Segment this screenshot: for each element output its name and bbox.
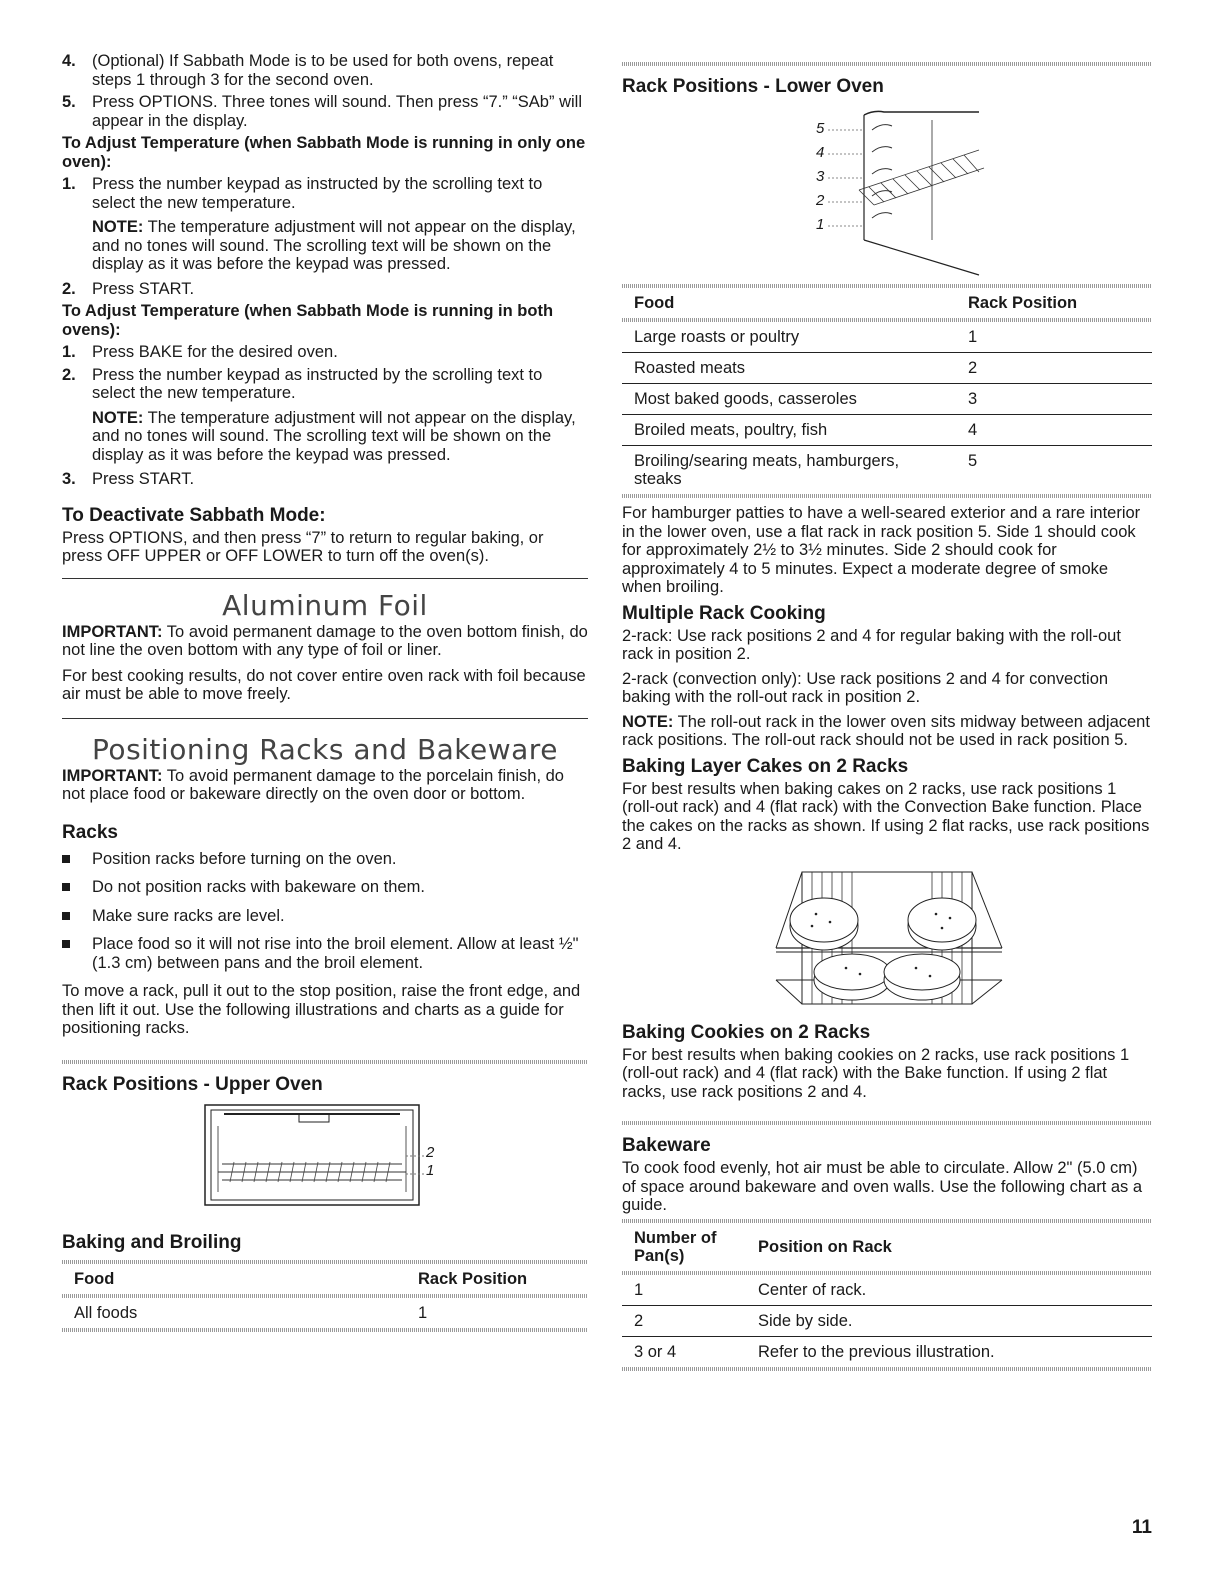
bullet-icon	[62, 912, 70, 920]
bakeware-table: Number of Pan(s) Position on Rack 1 Center of rack. 2 Side by side. 3 or 4 Refer to the previous illustration.	[622, 1223, 1152, 1367]
table-row: Broiling/searing meats, hamburgers, steaks 5	[634, 452, 978, 488]
list-item: 5. Press OPTIONS. Three tones will sound. Then press “7.” “SAb” will appear in the display.	[62, 93, 582, 130]
table-row: All foods 1	[74, 1303, 428, 1322]
bakeware-text: To cook food evenly, hot air must be able to circulate. Allow 2" (5.0 cm) of space around bakeware and oven walls. Use the following chart as a guide.	[622, 1159, 1143, 1214]
list-item: 1. Press BAKE for the desired oven.	[62, 343, 338, 361]
multiple-p2: 2-rack (convection only): Use rack positions 2 and 4 for convection baking with the roll-out rack in position 2.	[622, 669, 1109, 706]
divider	[62, 1328, 588, 1332]
table-row: Broiled meats, poultry, fish 4	[622, 415, 1152, 446]
lower-oven-table: Food Rack Position Large roasts or poultry 1 Roasted meats 2 Most baked goods, casseroles 3 Broiled meats, poultry, fish 4 Broiling/searing meats, hamburgers, steaks 5	[622, 288, 1152, 494]
rack-label: 2	[816, 192, 825, 209]
multiple-note: NOTE: The roll-out rack in the lower oven sits midway between adjacent rack positions. The roll-out rack should not be used in rack position 5.	[622, 712, 1150, 749]
rack-label: 4	[816, 144, 825, 161]
divider	[622, 62, 1152, 66]
racks-important: IMPORTANT: To avoid permanent damage to the porcelain finish, do not place food or bakeware directly on the oven door or bottom.	[62, 766, 564, 803]
list-item: 2. Press the number keypad as instructed by the scrolling text to select the new temperature. NOTE: The temperature adjustment will not appear on the display, and no tones will sound. The scrolling text will be shown on the display as it was before the keypad was pressed.	[62, 366, 588, 465]
upper-oven-illustration	[204, 1104, 434, 1216]
deactivate-heading: To Deactivate Sabbath Mode:	[62, 504, 326, 526]
positioning-racks-title: Positioning Racks and Bakeware	[92, 732, 558, 766]
steps-4-5	[62, 52, 588, 130]
table-row: Large roasts or poultry 1	[622, 322, 1152, 353]
upper-oven-heading: Rack Positions - Upper Oven	[62, 1073, 323, 1095]
rack-label: 1	[426, 1161, 435, 1179]
table-row: 2 Side by side.	[622, 1305, 1152, 1336]
hamburger-text: For hamburger patties to have a well-seared exterior and a rare interior in the lower oven, use a flat rack in rack position 5. Side 1 should cook for approximately 2½ to 3½ minutes. Side 2 should cook for approximately 4 to 5 minutes. Expect a moderate degree of smoke when broiling.	[622, 504, 1141, 596]
rack-label: 2	[426, 1143, 435, 1161]
lower-oven-heading: Rack Positions - Lower Oven	[622, 76, 884, 97]
racks-move-text: To move a rack, pull it out to the stop position, raise the front edge, and then lift it out. Use the following illustrations and charts as a guide for positioning racks.	[62, 982, 581, 1037]
list-item: Position racks before turning on the oven.	[62, 850, 588, 869]
rack-label: 1	[816, 216, 825, 233]
divider	[62, 578, 588, 579]
divider	[622, 1121, 1152, 1125]
rack-label: 3	[816, 168, 825, 185]
racks-heading: Racks	[62, 821, 118, 843]
cakes-on-racks-diagram	[772, 870, 1006, 1010]
adjust-one-heading: To Adjust Temperature (when Sabbath Mode is running in only one oven):	[62, 134, 586, 171]
bakeware-heading: Bakeware	[622, 1135, 711, 1156]
divider	[622, 494, 1152, 498]
list-item: Do not position racks with bakeware on them.	[62, 878, 588, 897]
left-column	[62, 52, 588, 1332]
layer-cakes-heading: Baking Layer Cakes on 2 Racks	[622, 755, 909, 777]
lower-oven-diagram	[814, 110, 994, 280]
table-row: Most baked goods, casseroles 3	[622, 384, 1152, 415]
aluminum-foil-title: Aluminum Foil	[222, 588, 428, 622]
table-row: 1 Center of rack.	[622, 1275, 1152, 1306]
lower-oven-illustration	[814, 110, 994, 280]
note: NOTE: The temperature adjustment will not appear on the display, and no tones will sound. The scrolling text will be shown on the display as it was before the keypad was pressed.	[92, 408, 576, 464]
rack-label: 5	[816, 120, 825, 137]
divider	[62, 718, 588, 719]
baking-broiling-heading: Baking and Broiling	[62, 1231, 242, 1253]
upper-oven-table: Food Rack Position All foods 1	[62, 1264, 588, 1328]
cookies-heading: Baking Cookies on 2 Racks	[622, 1021, 871, 1043]
adjust-both-heading: To Adjust Temperature (when Sabbath Mode is running in both ovens):	[62, 302, 554, 339]
divider	[62, 1060, 588, 1064]
list-item: 2. Press START.	[62, 279, 195, 298]
foil-text: For best cooking results, do not cover entire oven rack with foil because air must be able to move freely.	[62, 666, 586, 703]
list-item: 1. Press the number keypad as instructed by the scrolling text to select the new temperature. NOTE: The temperature adjustment will not appear on the display, and no tones will sound. The scrolling text will be shown on the display as it was before the keypad was pressed.	[62, 175, 588, 274]
list-item: Make sure racks are level.	[62, 907, 588, 926]
right-column	[622, 62, 1152, 1371]
deactivate-text: Press OPTIONS, and then press “7” to return to regular baking, or press OFF UPPER or OFF LOWER to turn off the oven(s).	[62, 528, 544, 565]
divider	[622, 1367, 1152, 1371]
bullet-icon	[62, 940, 70, 948]
upper-oven-diagram	[204, 1104, 434, 1216]
multiple-rack-heading: Multiple Rack Cooking	[622, 602, 826, 624]
note: NOTE: The temperature adjustment will not appear on the display, and no tones will sound. The scrolling text will be shown on the display as it was before the keypad was pressed.	[92, 218, 576, 273]
page-number: 11	[1131, 1517, 1152, 1538]
bullet-icon	[62, 855, 70, 863]
layer-cakes-text: For best results when baking cakes on 2 racks, use rack positions 1 (roll-out rack) and 4 (flat rack) with the Convection Bake function. Place the cakes on the racks as shown. If using 2 flat racks, use rack positions 2 and 4.	[622, 779, 1150, 853]
foil-important: IMPORTANT: To avoid permanent damage to the oven bottom finish, do not line the oven bottom with any type of foil or liner.	[62, 622, 588, 659]
cakes-illustration	[772, 870, 1006, 1010]
table-row: Roasted meats 2	[622, 353, 1152, 384]
list-item: 4. (Optional) If Sabbath Mode is to be used for both ovens, repeat steps 1 through 3 for the second oven.	[62, 52, 554, 89]
multiple-p1: 2-rack: Use rack positions 2 and 4 for regular baking with the roll-out rack in position 2.	[622, 626, 1121, 663]
table-row: 3 or 4 Refer to the previous illustration.	[634, 1342, 995, 1361]
list-item: 3. Press START.	[62, 470, 195, 488]
list-item: Place food so it will not rise into the broil element. Allow at least ½" (1.3 cm) between pans and the broil element.	[62, 935, 588, 972]
bullet-icon	[62, 883, 70, 891]
cookies-text: For best results when baking cookies on 2 racks, use rack positions 1 (roll-out rack) and 4 (flat rack) with the Bake function. If using 2 flat racks, use rack positions 2 and 4.	[622, 1045, 1130, 1101]
